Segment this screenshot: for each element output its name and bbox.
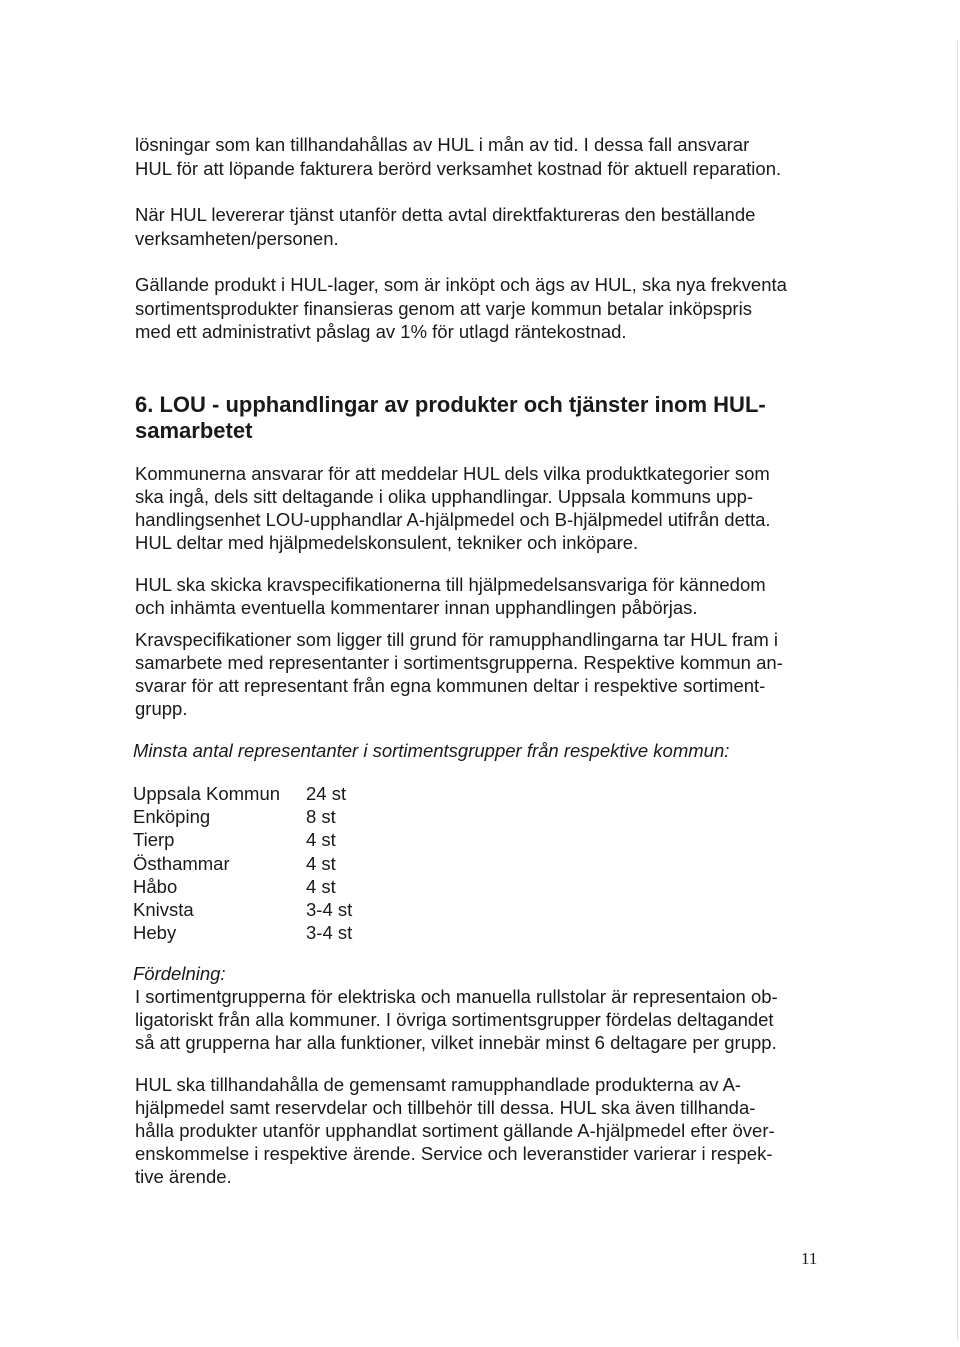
paragraph-distribution: I sortimentgrupperna för elektriska och manuella rullstolar är representaion ob- ligatoriskt från alla kommuner. I övriga sortimentsgrupper fördelas deltagandet så att grupperna har alla funktioner, vilket innebär minst 6 deltagare per grupp. (135, 986, 778, 1053)
representatives-title: Minsta antal representanter i sortimentsgrupper från respektive kommun: (133, 740, 730, 761)
representative-count: 8 st (306, 806, 336, 828)
representative-row (133, 875, 426, 898)
representative-row (133, 782, 426, 805)
scan-edge-line (957, 40, 958, 1340)
representative-count: 3-4 st (306, 898, 353, 920)
representative-row (133, 921, 426, 944)
paragraph-product-supply: HUL ska tillhandahålla de gemensamt ramupphandlade produkterna av A- hjälpmedel samt reservdelar och tillbehör till dessa. HUL ska även tillhanda- hålla produkter utanför upphandlat sortiment gällande A-hjälpmedel efter över- enskommelse i respektive ärende. Service och leveranstider varierar i respek- tive ärende. (135, 1074, 775, 1187)
paragraph-direct-invoicing: När HUL levererar tjänst utanför detta avtal direktfaktureras den beställande verksamheten/personen. (135, 204, 756, 249)
page-number: 11 (801, 1249, 818, 1268)
paragraph-hul-stock: Gällande produkt i HUL-lager, som är inköpt och ägs av HUL, ska nya frekventa sortimentsprodukter finansieras genom att varje kommun betalar inköpspris med ett administrativt påslag av 1% för utlagd räntekostnad. (135, 274, 787, 342)
representative-row (133, 852, 426, 875)
representative-row (133, 898, 426, 921)
representative-count: 4 st (306, 829, 336, 851)
municipality-name: Uppsala Kommun (133, 783, 281, 804)
section-heading: 6. LOU - upphandlingar av produkter och tjänster inom HUL- samarbetet (135, 392, 766, 443)
municipality-name: Heby (133, 922, 177, 944)
paragraph-framework-procurement: Kravspecifikationer som ligger till grund för ramupphandlingarna tar HUL fram i samarbete med representanter i sortimentsgrupperna. Respektive kommun an- svarar för att representant från egna kommunen deltar i respektive sortiment- grupp. (135, 629, 783, 719)
paragraph-repair-solutions: lösningar som kan tillhandahållas av HUL i mån av tid. I dessa fall ansvarar HUL för att löpande fakturera berörd verksamhet kostnad för aktuell reparation. (135, 134, 782, 179)
municipality-name: Håbo (133, 875, 178, 897)
paragraph-requirement-specs: HUL ska skicka kravspecifikationerna till hjälpmedelsansvariga för kännedom och inhämta eventuella kommentarer innan upphandlingen påbörjas. (135, 574, 766, 618)
representative-row (133, 828, 426, 851)
municipality-name: Enköping (133, 806, 211, 828)
municipality-name: Östhammar (133, 852, 230, 874)
representative-count: 4 st (306, 852, 336, 874)
municipality-name: Tierp (133, 829, 175, 851)
representative-count: 24 st (306, 783, 347, 804)
paragraph-municipal-responsibility: Kommunerna ansvarar för att meddelar HUL dels vilka produktkategorier som ska ingå, dels sitt deltagande i olika upphandlingar. Uppsala kommuns upp- handlingsenhet LOU-upphandlar A-hjälpmedel och B-hjälpmedel utifrån detta. HUL deltar med hjälpmedelskonsulent, tekniker och inköpare. (135, 463, 771, 553)
municipality-name: Knivsta (133, 898, 194, 920)
representative-count: 4 st (306, 875, 336, 897)
representative-count: 3-4 st (306, 922, 353, 944)
representatives-list (133, 782, 426, 944)
distribution-title: Fördelning: (133, 963, 226, 984)
representative-row (133, 805, 426, 828)
